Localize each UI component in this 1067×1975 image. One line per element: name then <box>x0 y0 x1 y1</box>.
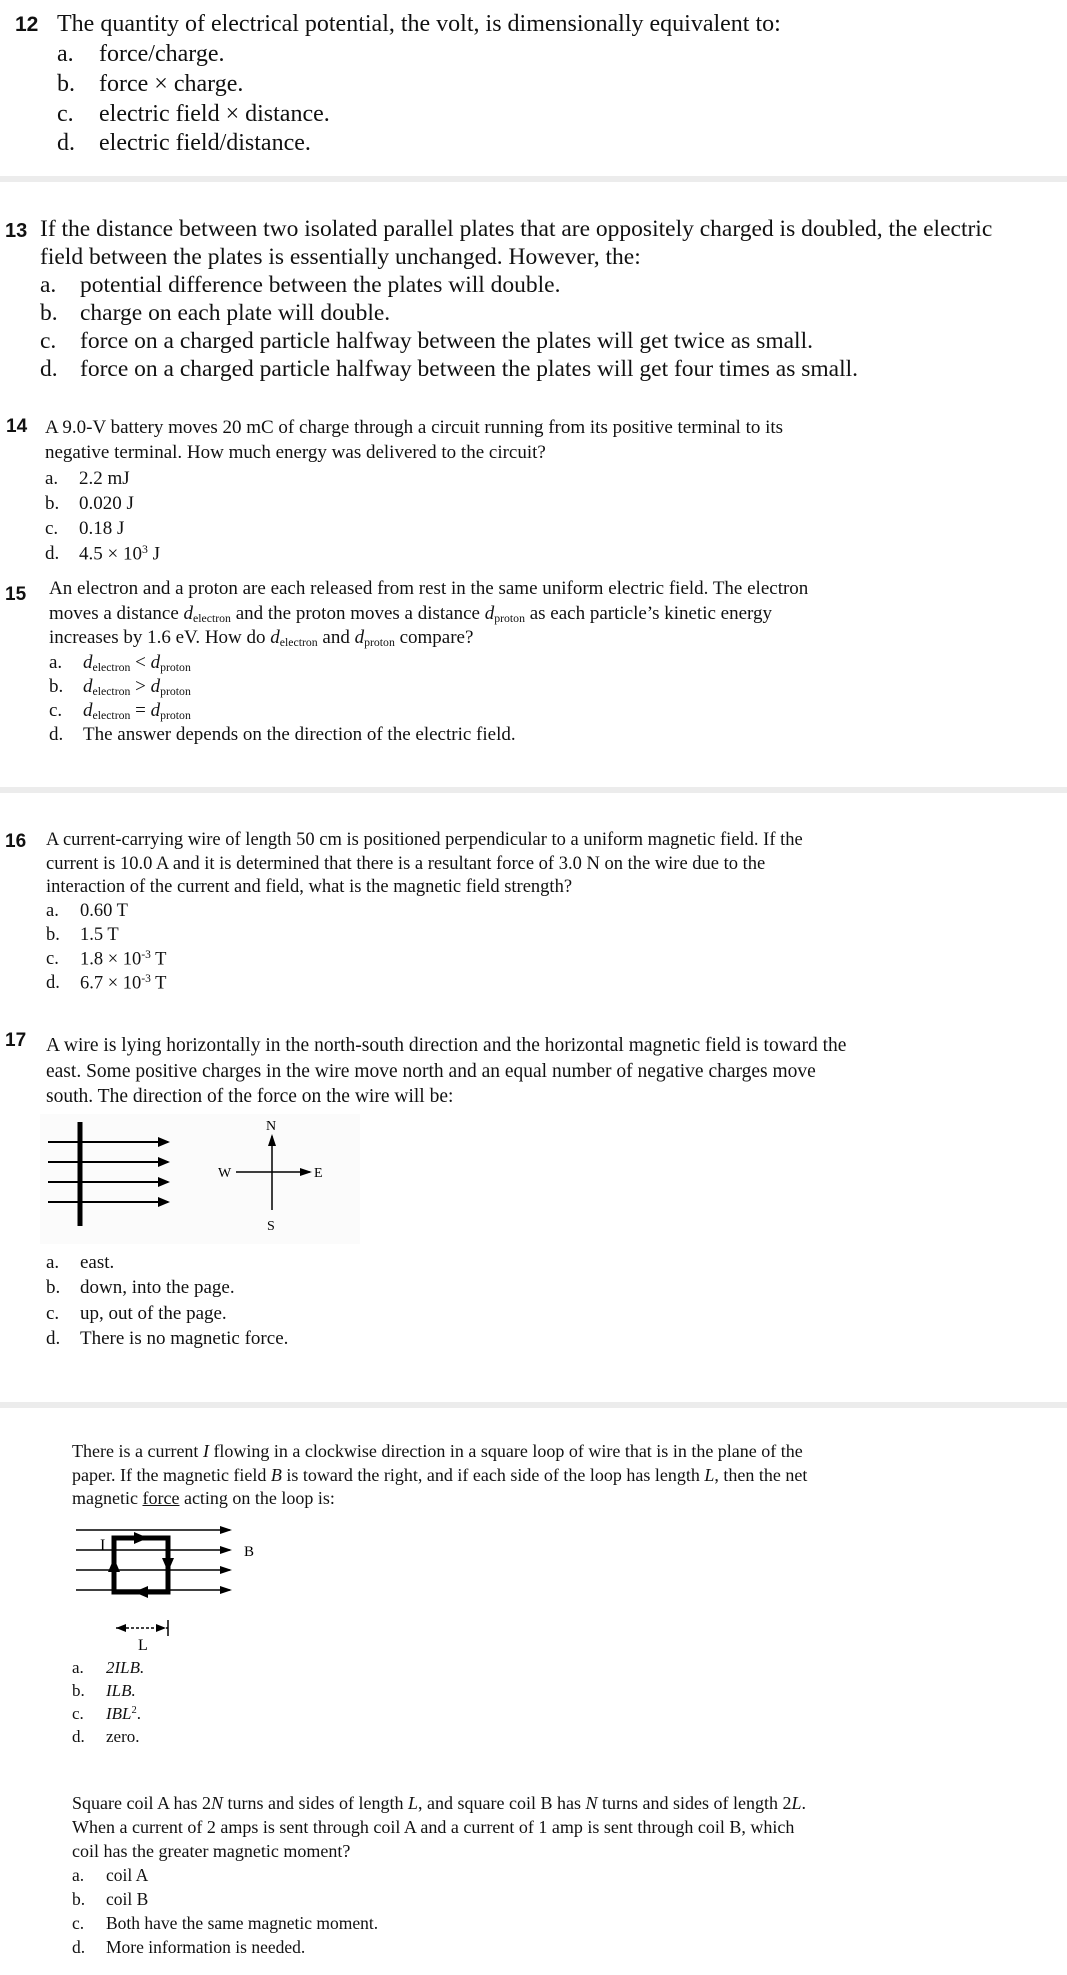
question-17 <box>0 1026 1067 1376</box>
option-d[interactable]: d. More information is needed. <box>72 1937 306 1957</box>
question-stem-line: If the distance between two isolated parallel plates that are oppositely charged is doubled, the electric <box>40 216 993 242</box>
option-b[interactable]: b. 0.020 J <box>45 493 134 514</box>
question-stem-line: Square coil A has 2N turns and sides of length L, and square coil B has N turns and sides of length 2L. <box>72 1793 806 1813</box>
compass-w-label: W <box>218 1166 232 1181</box>
option-d[interactable]: d. force on a charged particle halfway between the plates will get four times as small. <box>40 356 859 382</box>
option-d[interactable]: d. There is no magnetic force. <box>46 1328 289 1349</box>
option-b[interactable]: b. ILB. <box>72 1681 136 1700</box>
question-stem-line: An electron and a proton are each released from rest in the same uniform electric field. The electron <box>49 578 809 599</box>
question-number: 12 <box>15 13 39 36</box>
compass-n-label: N <box>266 1119 277 1134</box>
question-number: 16 <box>5 831 27 852</box>
option-a[interactable]: a. coil A <box>72 1865 149 1885</box>
question-19 <box>0 1788 1067 1968</box>
current-arrow-left <box>108 1558 120 1572</box>
question-stem-line: east. Some positive charges in the wire move north and an equal number of negative charges move <box>46 1061 816 1082</box>
question-stem-line: A wire is lying horizontally in the north-south direction and the horizontal magnetic field is toward the <box>46 1035 847 1056</box>
option-c[interactable]: c. 0.18 J <box>45 518 125 539</box>
question-stem-line: current is 10.0 A and it is determined that there is a resultant force of 3.0 N on the wire due to the <box>46 854 766 874</box>
option-d[interactable]: d. zero. <box>72 1727 140 1746</box>
field-arrowheads <box>220 1526 232 1594</box>
loop-field-diagram <box>72 1520 272 1660</box>
question-number: 15 <box>5 584 27 605</box>
option-a[interactable]: a. $d_{electron} < d_{proton}$ <box>49 652 191 674</box>
question-stem-line: moves a distance $d_{electron}$ and the proton moves a distance $d_{proton}$ as each particle’s kinetic energy <box>49 603 773 625</box>
compass-s-label: S <box>267 1219 275 1234</box>
option-c[interactable]: c. $1.8 \times 10^{-3}$ T <box>46 949 167 970</box>
question-14 <box>0 412 1067 572</box>
option-c[interactable]: c. up, out of the page. <box>46 1303 227 1324</box>
option-a[interactable]: a. force/charge. <box>57 41 225 67</box>
current-arrow-top <box>134 1532 148 1544</box>
current-arrow-bottom <box>134 1586 148 1598</box>
divider <box>0 1402 1067 1408</box>
option-c[interactable]: c. force on a charged particle halfway between the plates will get twice as small. <box>40 328 813 354</box>
current-label: I <box>100 1537 106 1554</box>
option-b[interactable]: b. coil B <box>72 1889 149 1909</box>
question-stem-line: paper. If the magnetic field B is toward the right, and if each side of the loop has length L, then the net <box>72 1465 808 1485</box>
question-number: 13 <box>5 220 28 242</box>
option-c[interactable]: c. electric field × distance. <box>57 101 330 127</box>
question-15 <box>0 572 1067 752</box>
question-number: 14 <box>6 416 28 437</box>
divider <box>0 787 1067 793</box>
option-c[interactable]: c. Both have the same magnetic moment. <box>72 1913 379 1933</box>
option-a[interactable]: a. east. <box>46 1252 115 1273</box>
question-stem-line: increases by 1.6 eV. How do $d_{electron}$ and $d_{proton}$ compare? <box>49 627 474 649</box>
option-d[interactable]: d. $6.7 \times 10^{-3}$ T <box>46 973 167 994</box>
question-stem-line: There is a current I flowing in a clockwise direction in a square loop of wire that is in the plane of the <box>72 1441 803 1461</box>
option-b[interactable]: b. charge on each plate will double. <box>40 300 391 326</box>
question-stem-line: When a current of 2 amps is sent through coil A and a current of 1 amp is sent through coil B, which <box>72 1817 795 1837</box>
square-loop <box>114 1538 168 1592</box>
option-b[interactable]: b. $d_{electron} > d_{proton}$ <box>49 676 191 698</box>
question-13 <box>0 212 1067 392</box>
option-d[interactable]: d. The answer depends on the direction of the electric field. <box>49 724 516 745</box>
option-c[interactable]: c. $d_{electron} = d_{proton}$ <box>49 700 191 722</box>
question-stem-line: A 9.0-V battery moves 20 mC of charge through a circuit running from its positive terminal to its <box>45 417 784 438</box>
option-d[interactable]: d. electric field/distance. <box>57 130 311 156</box>
option-b[interactable]: b. 1.5 T <box>46 925 119 945</box>
option-a[interactable]: a. 0.60 T <box>46 901 128 921</box>
option-b[interactable]: b. force × charge. <box>57 71 244 97</box>
option-b[interactable]: b. down, into the page. <box>46 1277 235 1298</box>
question-number: 17 <box>5 1030 27 1051</box>
question-stem-line: south. The direction of the force on the wire will be: <box>46 1086 454 1107</box>
question-16 <box>0 826 1067 1001</box>
divider <box>0 176 1067 182</box>
question-stem: The quantity of electrical potential, the volt, is dimensionally equivalent to: <box>57 11 781 37</box>
option-a[interactable]: a. potential difference between the plates will double. <box>40 272 561 298</box>
question-18 <box>0 1436 1067 1746</box>
option-d[interactable]: d. $4.5 \times 10^3$ J <box>45 543 161 565</box>
compass-e-label: E <box>314 1166 323 1181</box>
question-stem-line: A current-carrying wire of length 50 cm is positioned perpendicular to a uniform magnetic field. If the <box>46 830 803 850</box>
wire-field-diagram <box>40 1114 360 1244</box>
option-a[interactable]: a. 2.2 mJ <box>45 468 130 489</box>
question-12 <box>0 0 1067 175</box>
field-label: B <box>244 1544 255 1560</box>
option-c[interactable]: c. IBL$^2$. <box>72 1704 142 1723</box>
question-stem-line: coil has the greater magnetic moment? <box>72 1841 351 1861</box>
question-stem-line: negative terminal. How much energy was delivered to the circuit? <box>45 442 546 463</box>
option-a[interactable]: a. 2ILB. <box>72 1658 145 1677</box>
question-stem-line: magnetic force acting on the loop is: <box>72 1488 335 1508</box>
question-stem-line: interaction of the current and field, what is the magnetic field strength? <box>46 877 573 897</box>
question-stem-line: field between the plates is essentially unchanged. However, the: <box>40 244 641 270</box>
length-label: L <box>138 1637 148 1654</box>
